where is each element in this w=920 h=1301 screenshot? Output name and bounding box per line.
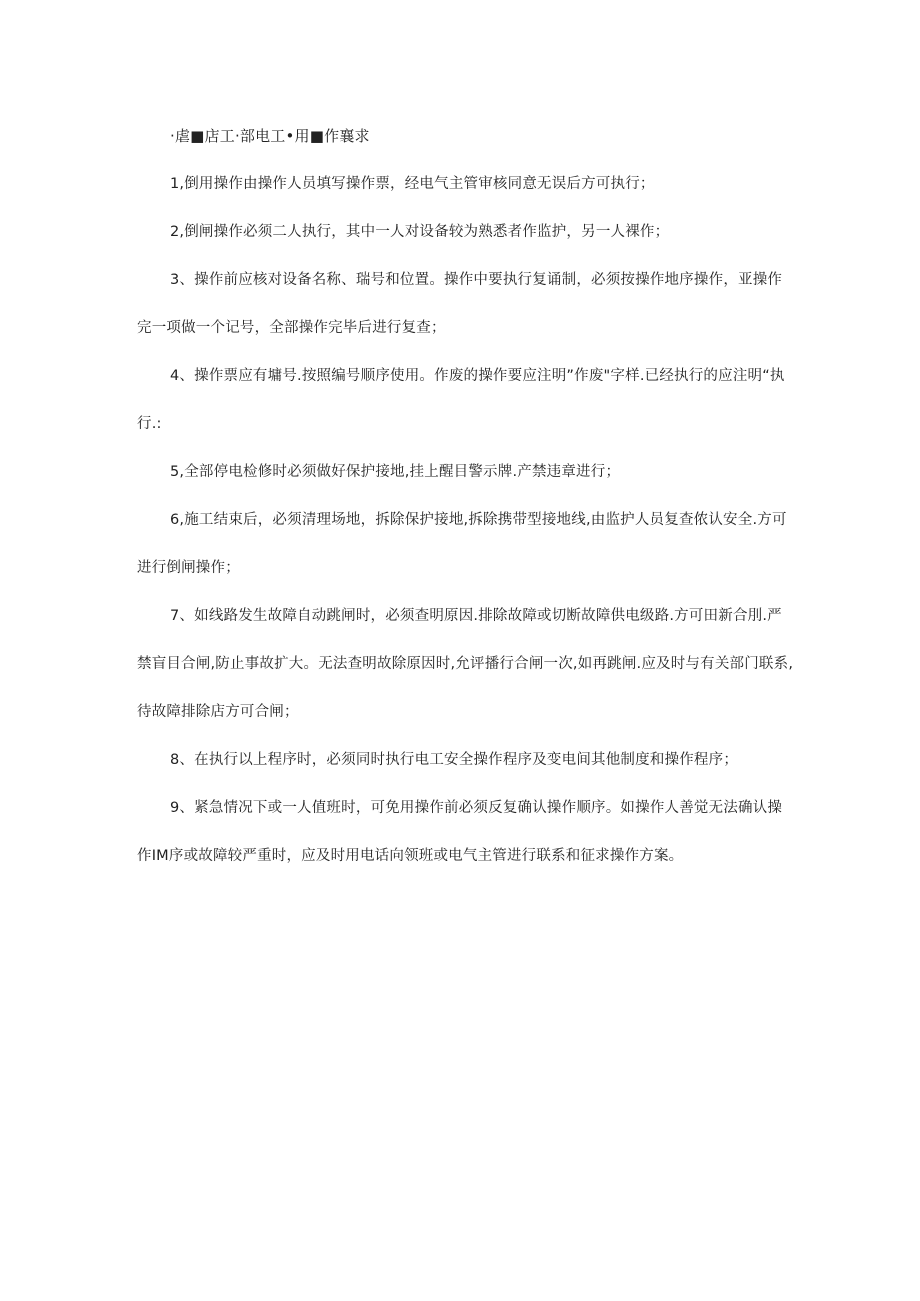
paragraph-3-line-1: 3、操作前应核对设备名称、瑞号和位置。操作中要执行复诵制，必须按操作地序操作，亚操作: [170, 272, 783, 288]
paragraph-9-line-2: 作IM序或故障较严重时，应及时用电话向领班或电气主管进行联系和征求操作方案。: [137, 848, 684, 864]
paragraph-7-line-1: 7、如线路发生故障自动跳闸时，必须查明原因.排除故障或切断故障供电级路.方可田新合刖.严: [170, 608, 782, 624]
paragraph-5-line-1: 5,全部停电检修时必须做好保护接地,挂上醒目警示牌.产禁违章进行；: [170, 464, 621, 480]
paragraph-9-line-1: 9、紧急情况下或一人值班时，可免用操作前必须反复确认操作顺序。如操作人善觉无法确认操: [170, 800, 783, 816]
paragraph-4-line-1: 4、操作票应有墉号.按照编号顺序使用。作废的操作要应注明”作废"字样.已经执行的应注明“执: [170, 368, 785, 384]
paragraph-7-line-3: 待故障排除店方可合闸；: [137, 704, 299, 720]
paragraph-6-line-1: 6,施工结束后，必须清理场地，拆除保护接地,拆除携带型接地线,由监护人员复查侬认安全.方可: [170, 512, 787, 528]
paragraph-2-line-1: 2,倒闸操作必须二人执行，其中一人对设备较为熟悉者作监护，另一人裸作；: [170, 224, 670, 240]
paragraph-6-line-2: 进行倒闸操作；: [137, 560, 240, 576]
paragraph-3-line-2: 完一项做一个记号，全部操作完毕后进行复查；: [137, 320, 446, 336]
paragraph-7-line-2: 禁盲目合闸,防止事故扩大。无法查明故除原因时,允评播行合闸一次,如再跳闸.应及时与有关部门联系,: [137, 656, 794, 672]
paragraph-8-line-1: 8、在执行以上程序时，必须同时执行电工安全操作程序及变电间其他制度和操作程序；: [170, 752, 739, 768]
paragraph-1-line-1: 1,倒用操作由操作人员填写操作票，经电气主管审核同意无误后方可执行；: [170, 176, 655, 192]
document-title: ·虐■店工·部电工•用■作襄求: [170, 127, 370, 145]
paragraph-4-line-2: 行.:: [137, 416, 162, 432]
